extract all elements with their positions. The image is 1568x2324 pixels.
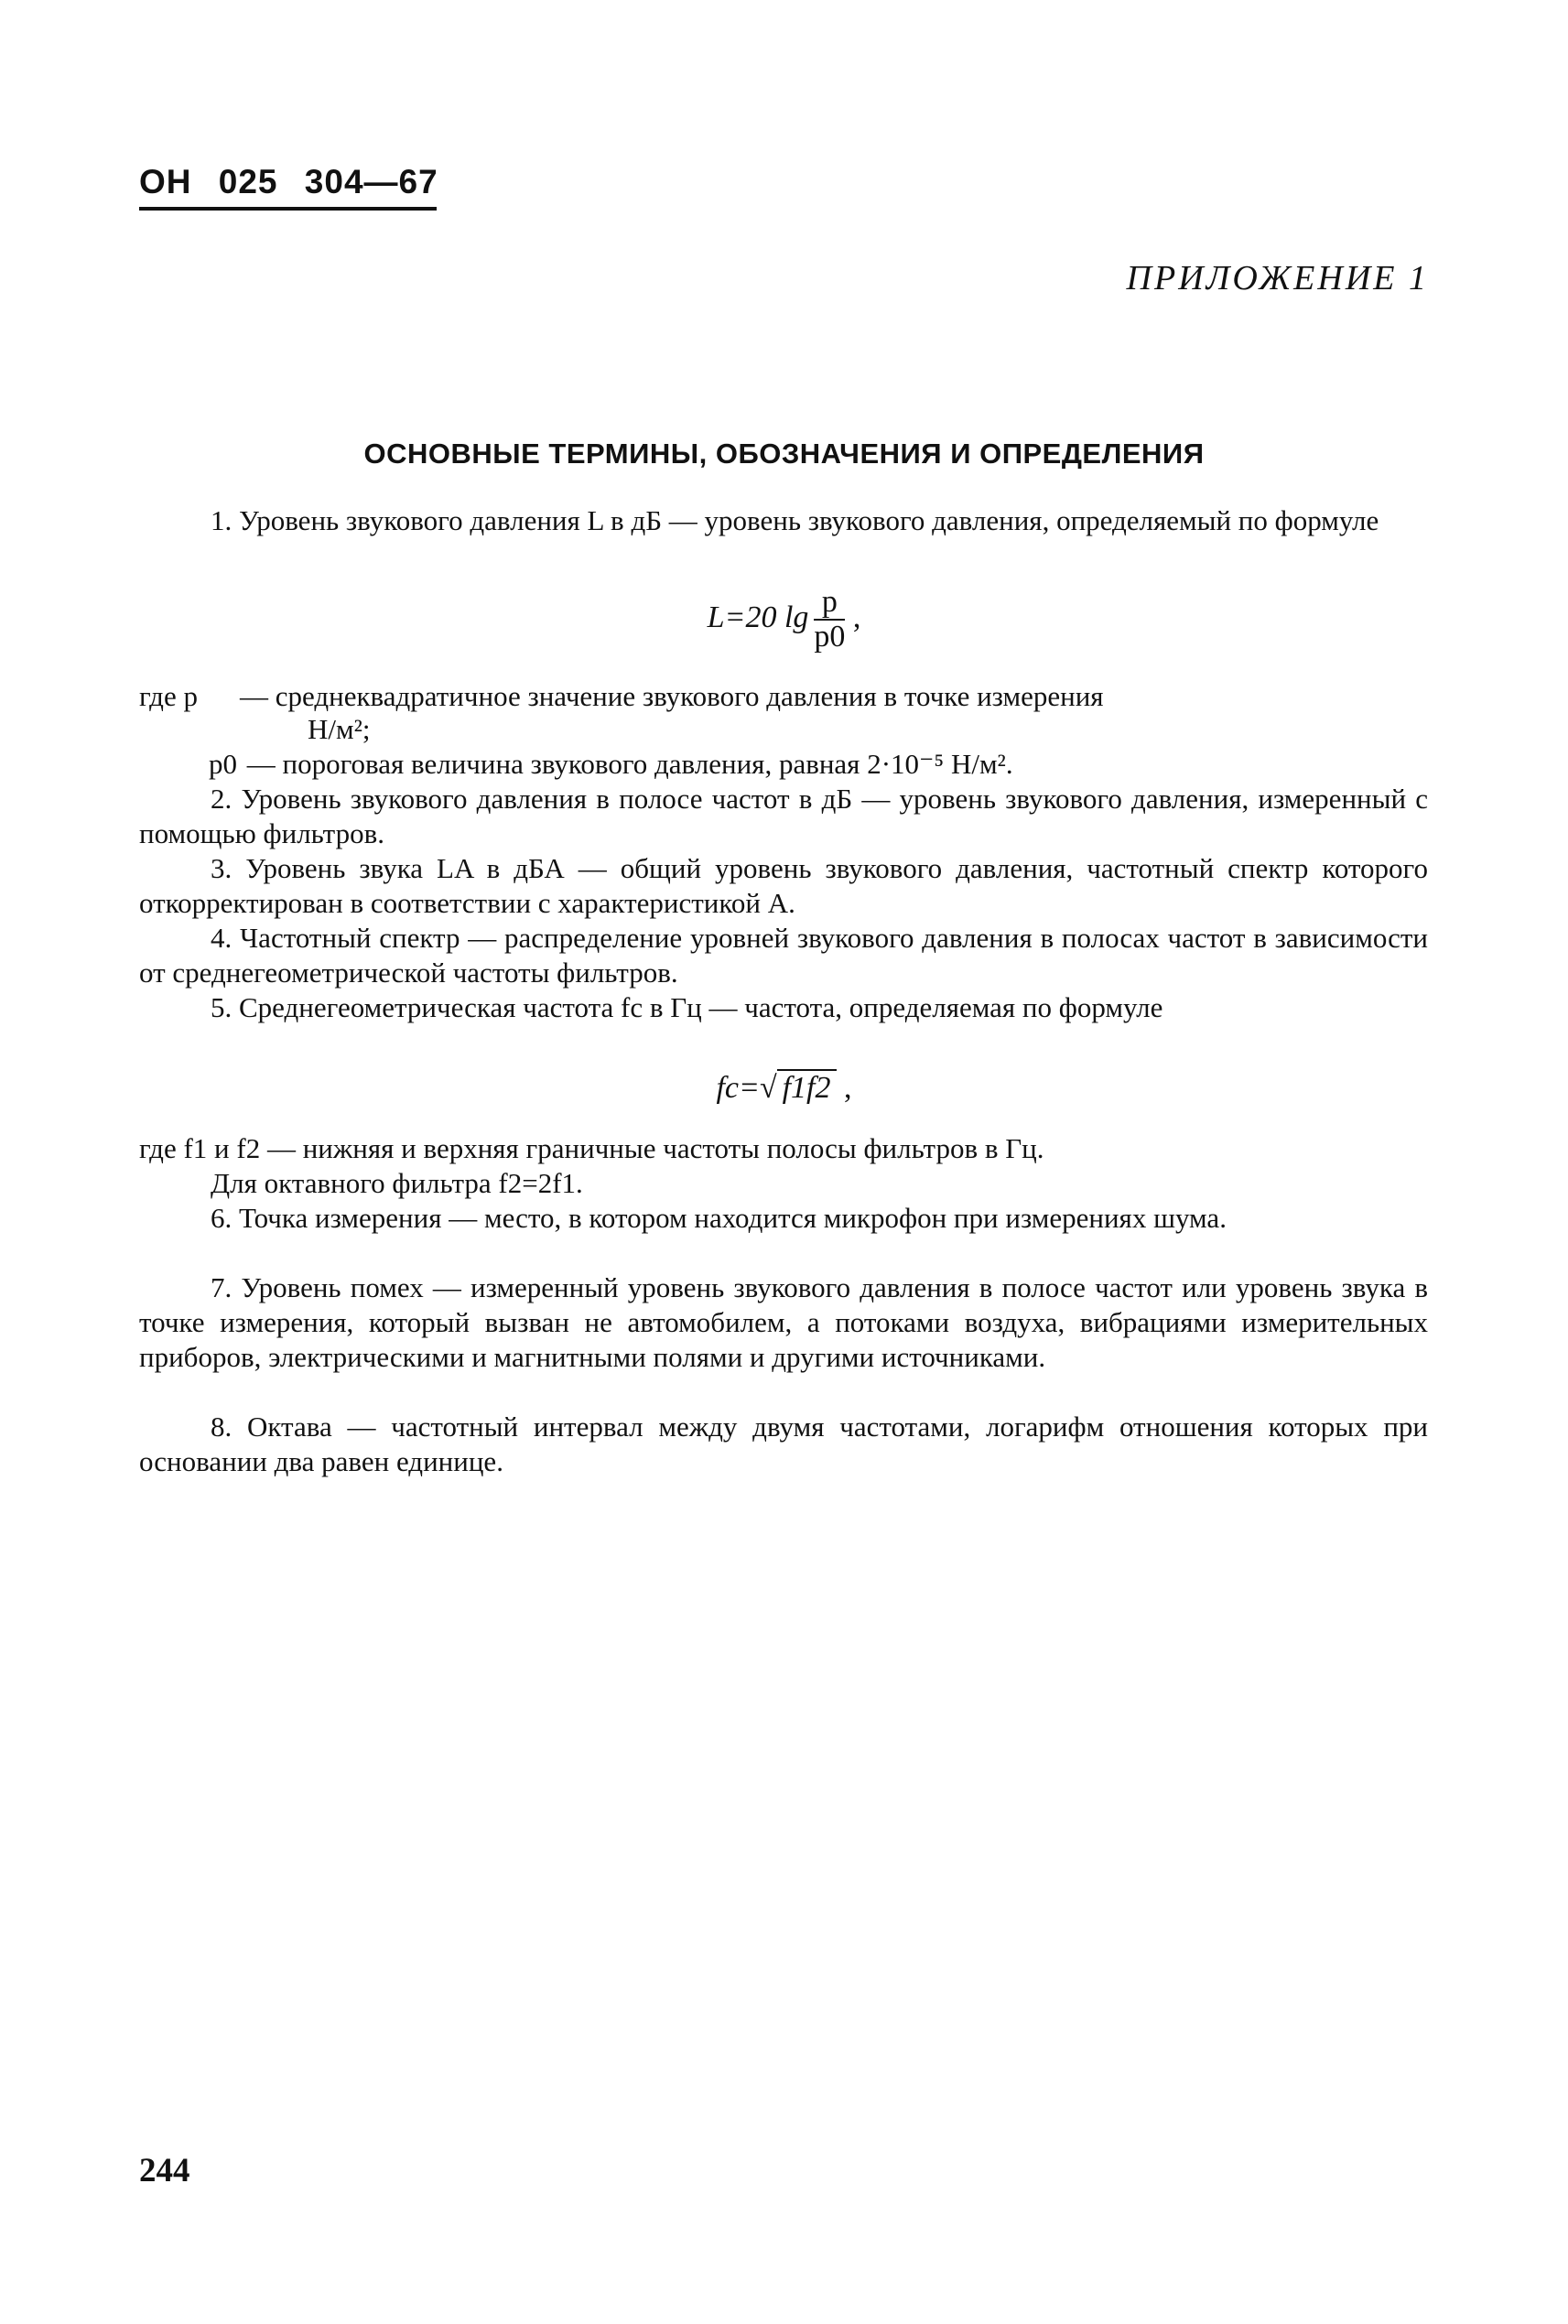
definition-p-continuation: Н/м²;: [308, 713, 371, 745]
formula-geometric-mean-frequency: [0, 1071, 1568, 1106]
paragraph-1: 1. Уровень звукового давления L в дБ — уровень звукового давления, определяемый по формуле: [211, 504, 1379, 536]
header-underline: [139, 207, 437, 211]
page-title: ОСНОВНЫЕ ТЕРМИНЫ, ОБОЗНАЧЕНИЯ И ОПРЕДЕЛЕНИЯ: [363, 438, 1205, 470]
paragraph-6: 6. Точка измерения — место, в котором находится микрофон при измерениях шума.: [211, 1202, 1227, 1234]
document-code: ОН 025 304—67: [139, 163, 438, 200]
formula-1-numerator: p: [814, 586, 845, 621]
formula-1-denominator: p0: [814, 620, 846, 654]
appendix-label: ПРИЛОЖЕНИЕ 1: [1126, 259, 1429, 297]
paragraph-5: 5. Среднегеометрическая частота fc в Гц — частота, определяемая по формуле: [211, 991, 1163, 1023]
page-number: 244: [139, 2152, 190, 2189]
definition-p: [139, 679, 1428, 714]
paragraph-3: 3. Уровень звука LA в дБА — общий уровень звукового давления, частотный спектр которого откорректирован в соответствии с характеристикой А.: [139, 852, 1428, 919]
definition-f1-f2: где f1 и f2 — нижняя и верхняя граничные частоты полосы фильтров в Гц.: [139, 1132, 1044, 1164]
formula-2-radicand: f1f2: [777, 1069, 837, 1105]
formula-1-lhs: L=20 lg: [707, 600, 809, 634]
paragraph-4: 4. Частотный спектр — распределение уровней звукового давления в полосах частот в зависимости от среднегеометрической частоты фильтров.: [139, 922, 1428, 989]
formula-2-lhs: fc=√: [716, 1071, 777, 1105]
paragraph-2: 2. Уровень звукового давления в полосе частот в дБ — уровень звукового давления, измеренный с помощью фильтров.: [139, 783, 1428, 849]
formula-1-fraction: [814, 586, 845, 654]
definition-p0: [209, 747, 1498, 782]
definition-p0-text: — пороговая величина звукового давления, равная 2·10⁻⁵ Н/м².: [246, 748, 1013, 780]
formula-1-tail: ,: [852, 600, 861, 634]
formula-2-tail: ,: [844, 1071, 852, 1105]
paragraph-8: 8. Октава — частотный интервал между двумя частотами, логарифм отношения которых при основании два равен единице.: [139, 1411, 1428, 1477]
definition-p0-symbol: p0: [209, 748, 237, 780]
octave-filter-note: Для октавного фильтра f2=2f1.: [211, 1167, 583, 1199]
formula-sound-pressure-level: [0, 586, 1568, 654]
definition-p-symbol: где p: [139, 680, 198, 712]
paragraph-7: 7. Уровень помех — измеренный уровень звукового давления в полосе частот или уровень звука в точке измерения, который вызван не автомобилем, а потоками воздуха, вибрациями измерительных приборов, электрическими и магнитными полями и другими источниками.: [139, 1271, 1428, 1373]
definition-p-text: — среднеквадратичное значение звукового давления в точке измерения: [240, 680, 1104, 712]
